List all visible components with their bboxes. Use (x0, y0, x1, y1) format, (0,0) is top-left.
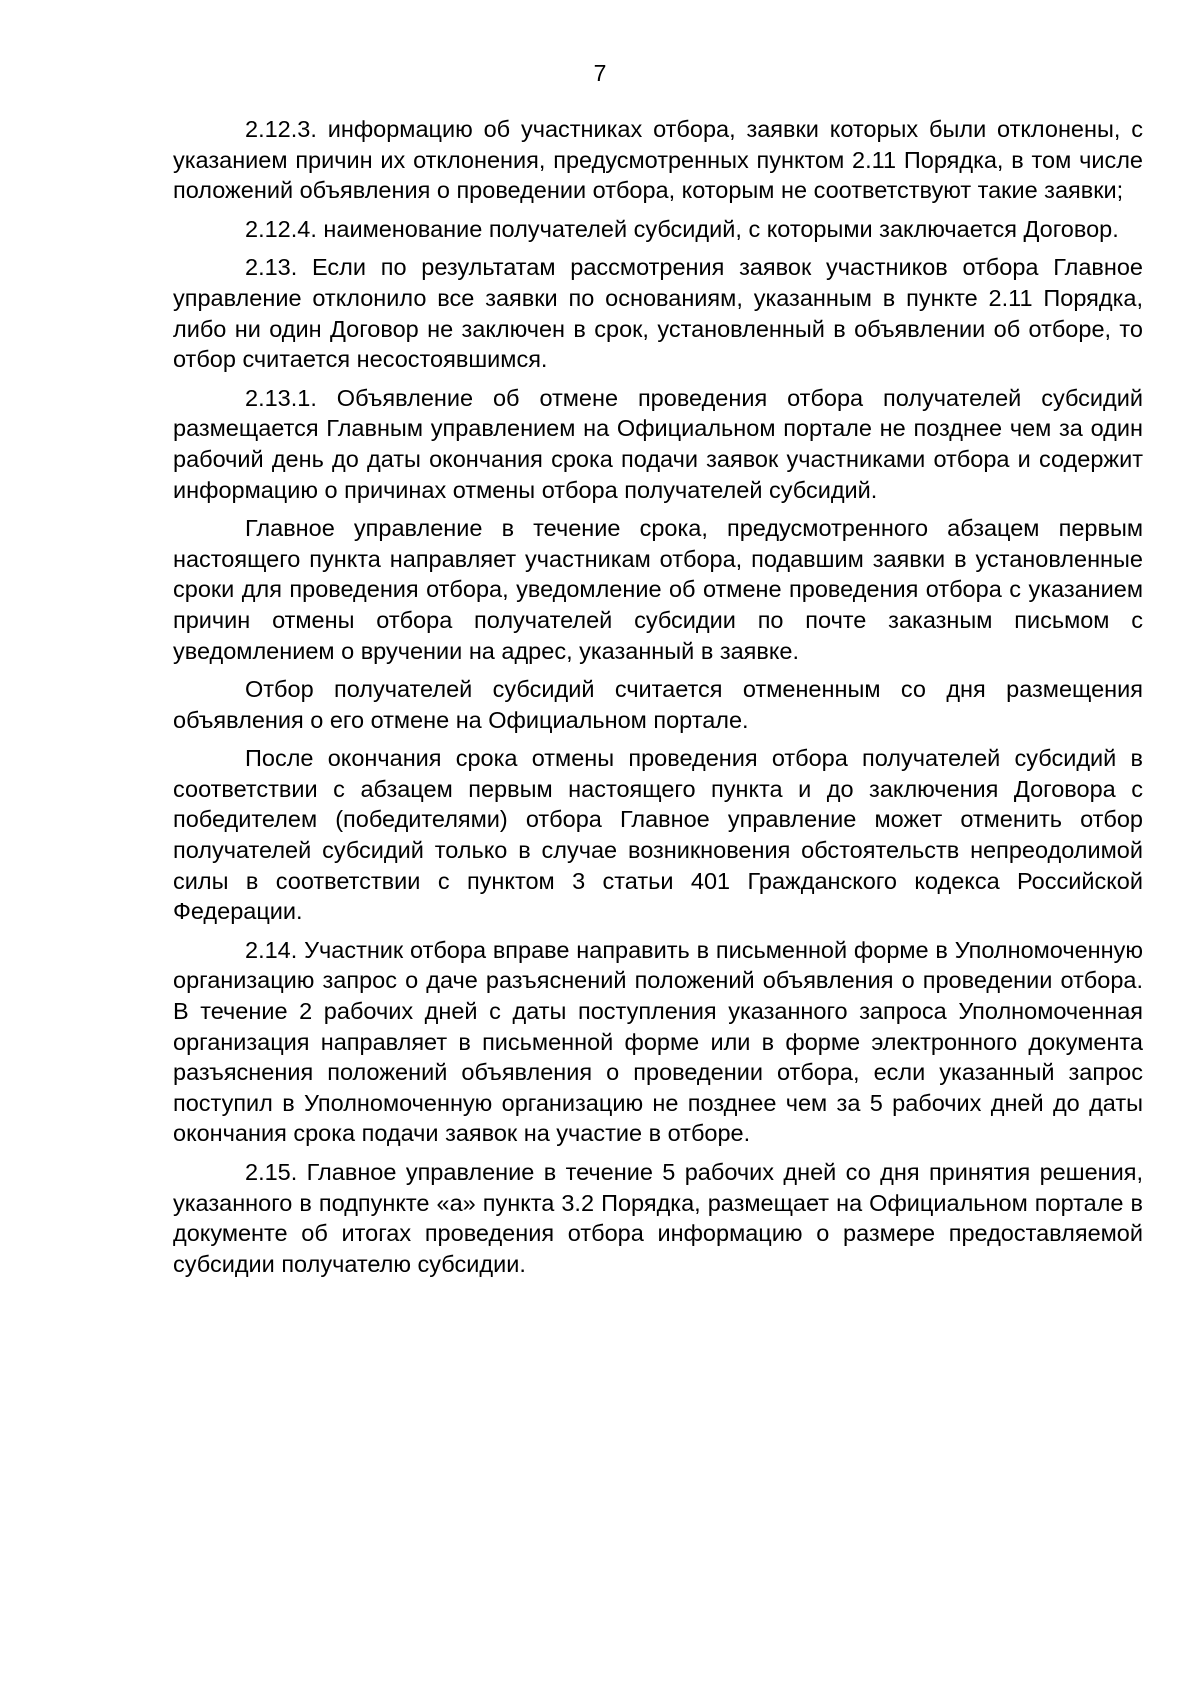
paragraph-2-12-3: 2.12.3. информацию об участниках отбора, заявки которых были отклонены, с указанием причин их отклонения, предусмотренных пунктом 2.11 Порядка, в том числе положений объявления о проведении отбора, которым не соответствуют такие заявки; (173, 116, 1143, 204)
document-body (173, 114, 1143, 1287)
page-number: 7 (593, 60, 607, 86)
paragraph-2-15: 2.15. Главное управление в течение 5 рабочих дней со дня принятия решения, указанного в подпункте «а» пункта 3.2 Порядка, размещает на Официальном портале в документе об итогах проведения отбора информацию о размере предоставляемой субсидии получателю субсидии. (173, 1159, 1143, 1277)
paragraph-cancellation-date: Отбор получателей субсидий считается отмененным со дня размещения объявления о его отмене на Официальном портале. (173, 676, 1143, 733)
paragraph-2-13-1: 2.13.1. Объявление об отмене проведения отбора получателей субсидий размещается Главным управлением на Официальном портале не позднее чем за один рабочий день до даты окончания срока подачи заявок участниками отбора и содержит информацию о причинах отмены отбора получателей субсидий. (173, 384, 1143, 503)
paragraph-force-majeure: После окончания срока отмены проведения отбора получателей субсидий в соответствии с абзацем первым настоящего пункта и до заключения Договора с победителем (победителями) отбора Главное управление может отменить отбор получателей субсидий только в случае возникновения обстоятельств непреодолимой силы в соответствии с пунктом 3 статьи 401 Гражданского кодекса Российской Федерации. (173, 745, 1143, 925)
paragraph-2-12-4: 2.12.4. наименование получателей субсидий, с которыми заключается Договор. (245, 215, 1119, 242)
paragraph-2-14: 2.14. Участник отбора вправе направить в письменной форме в Уполномоченную организацию запрос о даче разъяснений положений объявления о проведении отбора. В течение 2 рабочих дней с даты поступления указанного запроса Уполномоченная организация направляет в письменной форме или в форме электронного документа разъяснения положений объявления о проведении отбора, если указанный запрос поступил в Уполномоченную организацию не позднее чем за 5 рабочих дней до даты окончания срока подачи заявок на участие в отборе. (173, 936, 1143, 1147)
paragraph-2-13: 2.13. Если по результатам рассмотрения заявок участников отбора Главное управление отклонило все заявки по основаниям, указанным в пункте 2.11 Порядка, либо ни один Договор не заключен в срок, установленный в объявлении об отборе, то отбор считается несостоявшимся. (173, 254, 1143, 373)
paragraph-notification: Главное управление в течение срока, предусмотренного абзацем первым настоящего пункта направляет участникам отбора, подавшим заявки в установленные сроки для проведения отбора, уведомление об отмене проведения отбора с указанием причин отмены отбора получателей субсидии по почте заказным письмом с уведомлением о вручении на адрес, указанный в заявке. (173, 515, 1143, 664)
